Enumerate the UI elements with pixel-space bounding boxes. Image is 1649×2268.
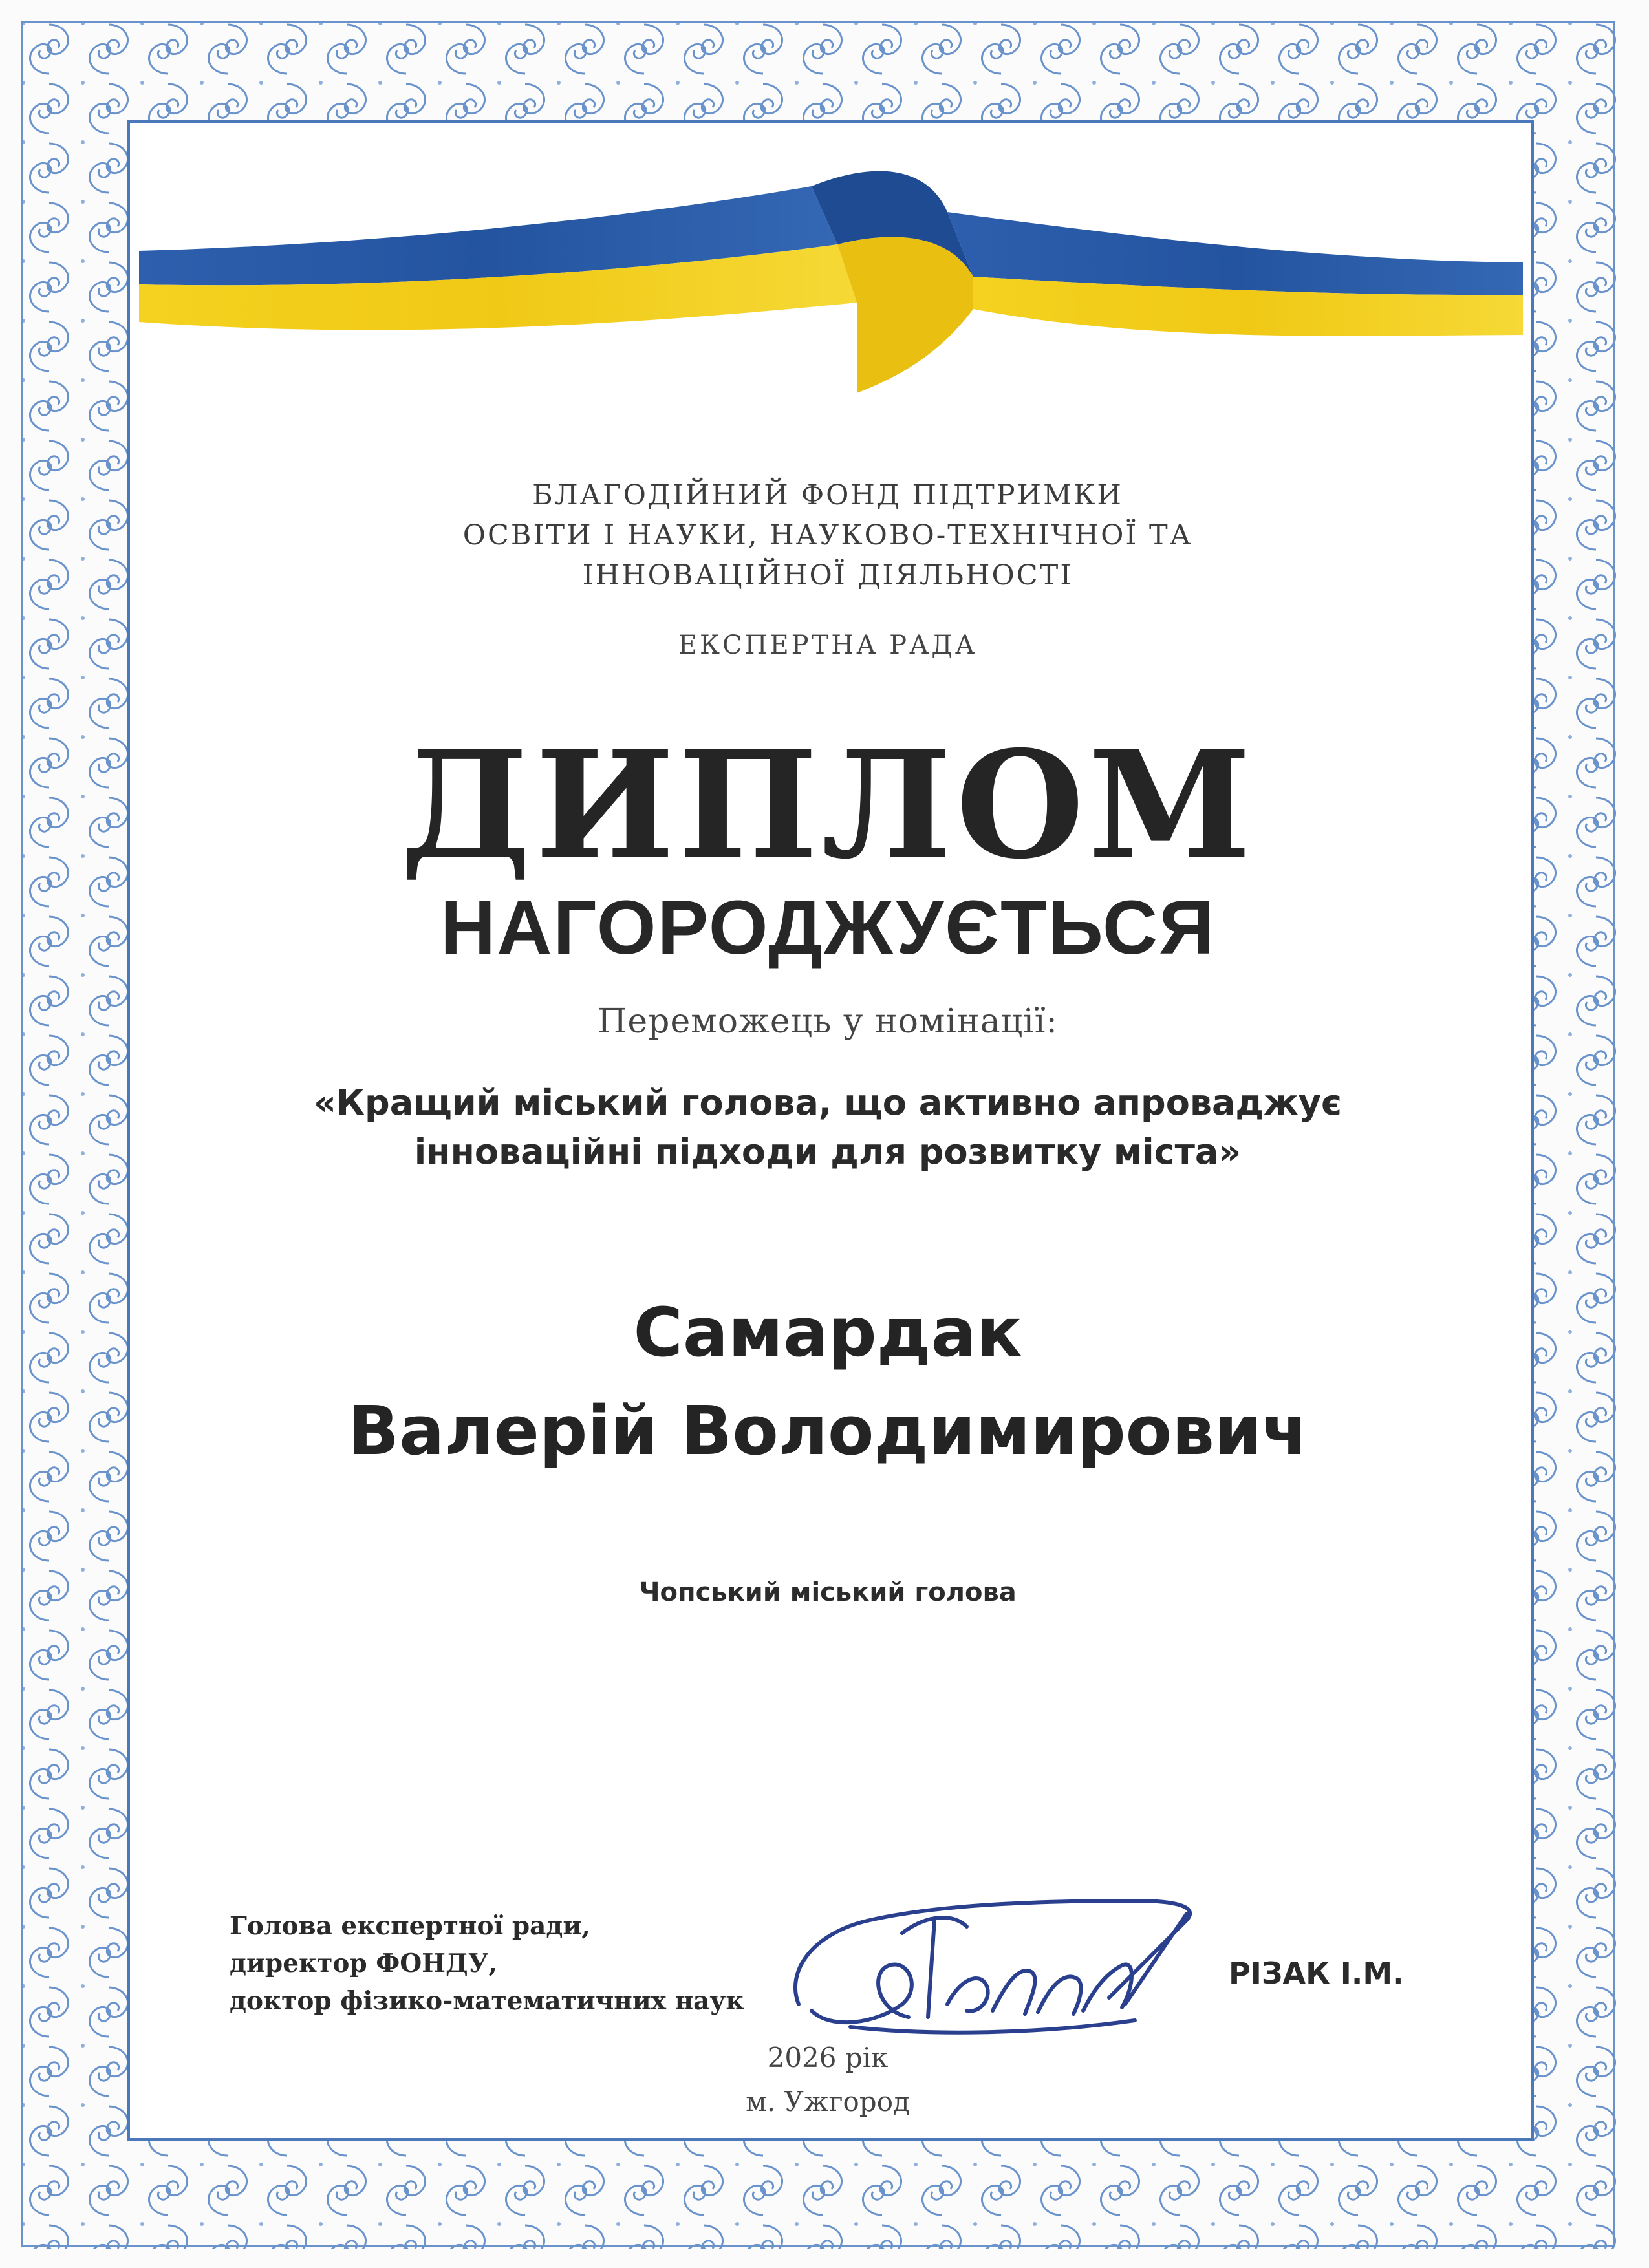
flag-ribbon-image — [133, 147, 1529, 419]
council-name: ЕКСПЕРТНА РАДА — [678, 630, 978, 660]
signer-title-line: директор ФОНДУ, — [230, 1949, 497, 1978]
signer-title — [230, 1907, 812, 2020]
issue-year: 2026 рік — [767, 2042, 889, 2073]
recipient-surname: Самардак — [633, 1293, 1022, 1372]
nomination-title — [213, 1078, 1442, 1177]
nomination-line: «Кращий міський голова, що активно апроваджує — [314, 1082, 1342, 1123]
organization-line: БЛАГОДІЙНИЙ ФОНД ПІДТРИМКИ — [532, 479, 1123, 511]
signer-name: РІЗАК І.М. — [1229, 1956, 1404, 1991]
diploma-title: ДИПЛОМ — [400, 718, 1256, 892]
organization-name — [194, 475, 1461, 595]
recipient-position: Чопський міський голова — [639, 1578, 1017, 1607]
issue-city: м. Ужгород — [746, 2086, 910, 2117]
recipient-given-names: Валерій Володимирович — [347, 1391, 1308, 1470]
recipient-name — [194, 1283, 1461, 1480]
winner-of-nomination-label: Переможець у номінації: — [598, 1002, 1058, 1041]
handwritten-signature — [773, 1875, 1212, 2056]
organization-line: ОСВІТИ І НАУКИ, НАУКОВО-ТЕХНІЧНОЇ ТА — [462, 519, 1193, 551]
organization-line: ІННОВАЦІЙНОЇ ДІЯЛЬНОСТІ — [582, 559, 1073, 592]
signer-title-line: Голова експертної ради, — [230, 1911, 590, 1941]
nomination-line: інноваційні підходи для розвитку міста» — [414, 1131, 1242, 1172]
awarded-heading: НАГОРОДЖУЄТЬСЯ — [440, 885, 1215, 970]
signer-title-line: доктор фізико-математичних наук — [230, 1986, 744, 2016]
